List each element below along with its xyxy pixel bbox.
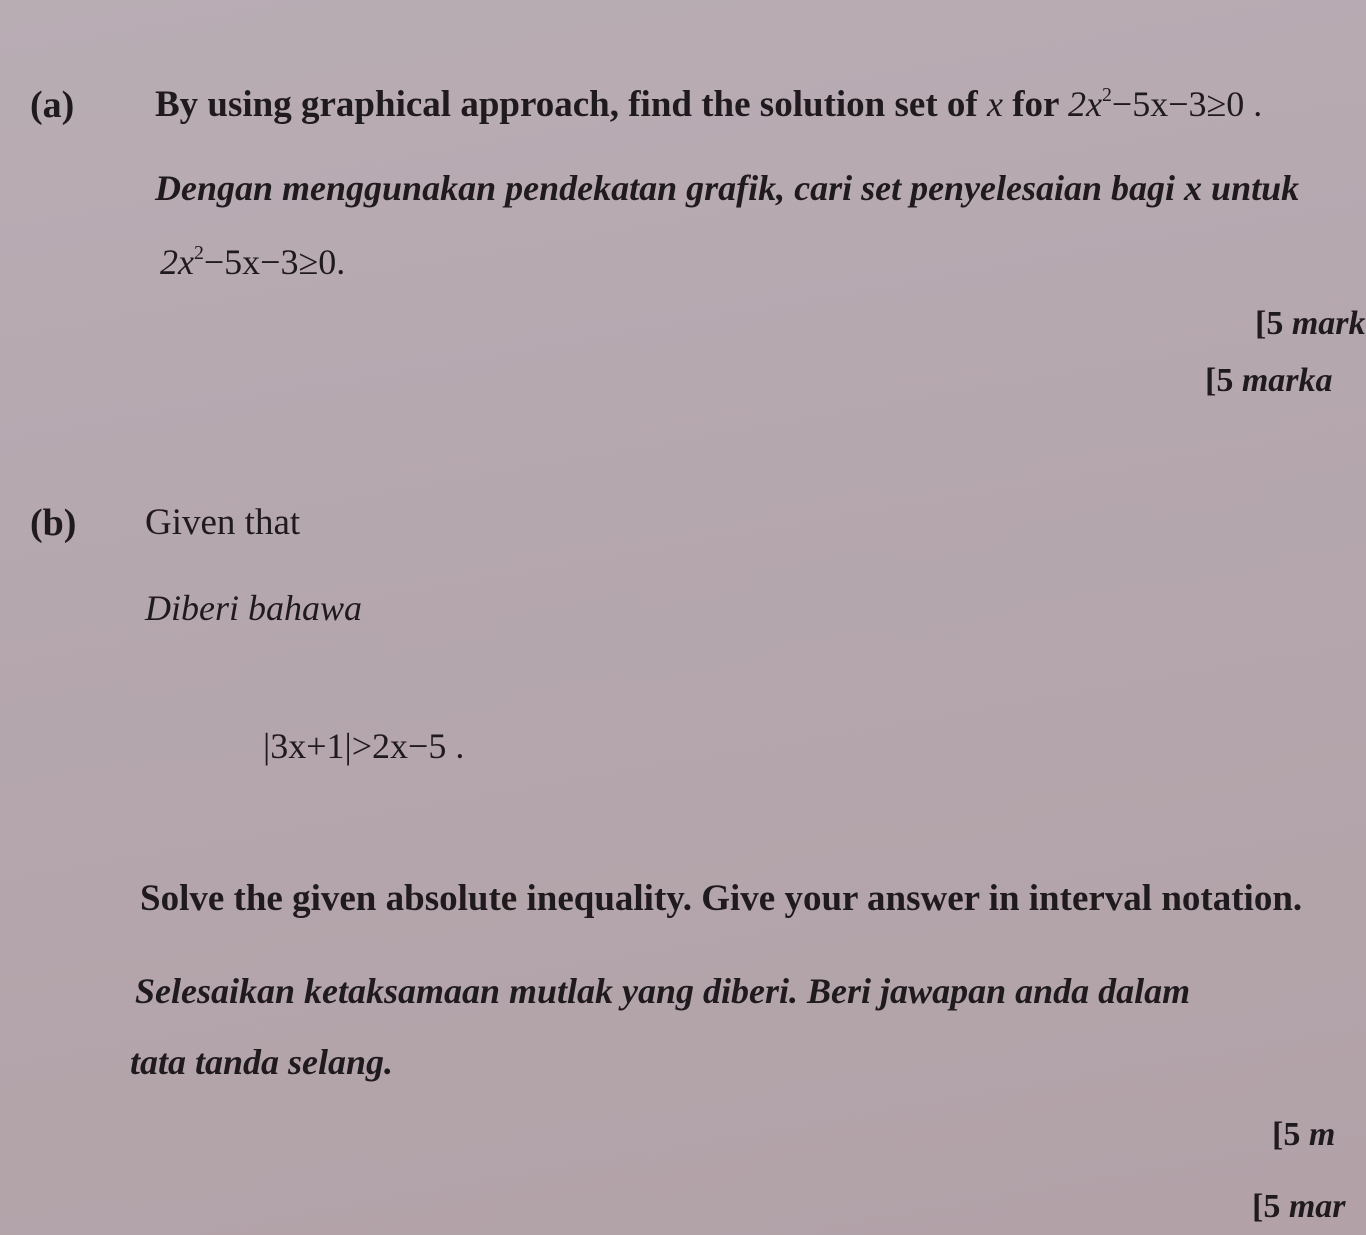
part-a-variable: x: [986, 84, 1003, 124]
part-b-instruction-ms-line1: Selesaikan ketaksamaan mutlak yang diberi. Beri jawapan anda dalam: [135, 971, 1191, 1011]
part-a-inequality: $2x^2-5x-3\ge 0$ .: [1068, 84, 1263, 124]
part-b-inequality: |3x+1|>2x−5 .: [263, 726, 465, 766]
part-b-diberi: Diberi bahawa: [145, 588, 363, 628]
part-b-marks-ms: [5 mar: [1252, 1188, 1346, 1225]
part-a-question-text: By using graphical approach, find the solution set of: [155, 84, 987, 125]
part-a-question-ms: Dengan menggunakan pendekatan grafik, cari set penyelesaian bagi x untuk: [155, 168, 1300, 208]
part-a-question-en: [155, 86, 1262, 123]
part-b-marks-en: [5 m: [1272, 1116, 1336, 1153]
part-b-instruction-ms-line2: tata tanda selang.: [130, 1042, 394, 1082]
part-a-marks-en: [5 mark: [1255, 305, 1366, 342]
part-a-marks-ms: [5 marka: [1205, 362, 1333, 399]
part-a-inequality-ms: $2x^2-5x-3\ge 0$.: [160, 242, 346, 282]
part-b-given: Given that: [145, 502, 301, 543]
part-b-instruction-en: Solve the given absolute inequality. Give your answer in interval notation.: [140, 878, 1303, 919]
part-a-for: for: [1002, 84, 1069, 125]
part-a-label: (a): [30, 84, 75, 126]
part-b-label: (b): [30, 502, 77, 544]
